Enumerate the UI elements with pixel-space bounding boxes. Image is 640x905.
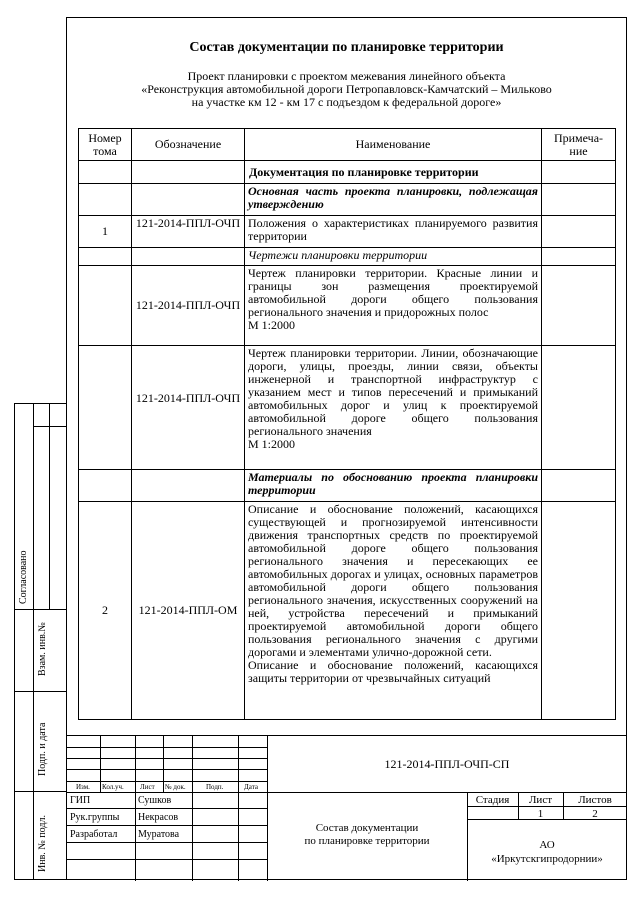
name-chief-engineer: Сушков (138, 795, 172, 806)
role-developer: Разработал (70, 829, 118, 840)
row-code: 121-2014-ППЛ-ОЧП (132, 346, 245, 470)
stamp-document-code: 121-2014-ППЛ-ОЧП-СП (384, 757, 510, 771)
row-volume: 2 (79, 502, 132, 720)
organization-name: АО «Иркутскгипродорнии» (491, 839, 603, 865)
name-group-lead: Некрасов (138, 812, 179, 823)
subtitle-line: «Реконструкция автомобильной дороги Петропавловск-Камчатский – Мильково (141, 82, 552, 96)
documentation-table (78, 128, 616, 720)
side-sign-date-label: Подп. и дата (37, 722, 48, 776)
header-note: Примеча- ние (542, 129, 616, 161)
document-title: Состав документации по планировке территории (189, 40, 504, 55)
row-name: Документация по планировке территории (245, 161, 542, 184)
table-row (79, 502, 616, 720)
header-volume-number: Номер тома (79, 129, 132, 161)
col-signature: Подп. (206, 783, 224, 791)
side-inv-exchange-label: Взам. инв.№ (37, 622, 48, 676)
col-change: Изм. (76, 783, 90, 791)
subtitle-line: на участке км 12 - км 17 с подъездом к федеральной дороге» (191, 95, 502, 109)
sheet-value: 1 (537, 808, 544, 820)
sheets-label: Листов (578, 794, 612, 806)
document-subtitle (66, 70, 627, 109)
col-date: Дата (244, 783, 258, 791)
name-developer: Муратова (138, 829, 180, 840)
row-name: Чертеж планировки территории. Линии, обозначающие дороги, улицы, проезды, линии связи, объекты инженерной и транспортной инфраструктур с указанием мест и типов пересечений и примыканий автомобильных дорог и улиц к проектируемой автомобильной дороге общего пользования регионального значения М 1:2000 (245, 346, 542, 470)
role-chief-engineer: ГИП (70, 795, 91, 806)
table-row (79, 216, 616, 248)
col-sheet: Лист (140, 783, 155, 791)
header-designation: Обозначение (132, 129, 245, 161)
col-count: Кол.уч. (102, 783, 124, 791)
row-name: Чертежи планировки территории (245, 248, 542, 266)
side-inv-original-label: Инв. № подл. (37, 815, 48, 872)
table-row (79, 470, 616, 502)
col-doc-number: № док. (165, 783, 186, 791)
row-name: Материалы по обоснованию проекта планировки территории (245, 470, 542, 502)
row-name: Чертеж планировки территории. Красные линии и границы зон размещения проектируемой автомобильной дороги общего пользования регионального значения и придорожных полос М 1:2000 (245, 266, 542, 346)
subtitle-line: Проект планировки с проектом межевания линейного объекта (187, 69, 506, 83)
row-code: 121-2014-ППЛ-ОМ (132, 502, 245, 720)
side-stamp (14, 403, 66, 880)
table-row (79, 346, 616, 470)
role-group-lead: Рук.группы (70, 812, 120, 823)
row-code: 121-2014-ППЛ-ОЧП (132, 216, 245, 248)
row-code: 121-2014-ППЛ-ОЧП (132, 266, 245, 346)
table-header-row (79, 129, 616, 161)
sheet-label: Лист (528, 794, 553, 806)
header-name: Наименование (245, 129, 542, 161)
title-block-stamp (66, 735, 627, 880)
row-scale: М 1:2000 (248, 318, 296, 332)
row-scale: М 1:2000 (248, 437, 296, 451)
row-name: Описание и обоснование положений, касающихся существующей и прогнозируемой интенсивности движения транспортных средств по проектируемой автомобильной дороге общего пользования регионального значения и пересекающих ее автомобильных дорогах и улицах, основных параметров автомобильной дороги общего пользования регионального значения, искусственных сооружений на ней, устройства пересечений и примыканий проектируемой автомобильной дороги общего пользования регионального значения с другими дорогами и элементами улично-дорожной сети. Описание и обоснование положений, касающихся защиты территории от чрезвычайных ситуаций (245, 502, 542, 720)
row-name: Положения о характеристиках планируемого развития территории (245, 216, 542, 248)
sheets-value: 2 (592, 808, 598, 820)
stamp-doc-title: Состав документации по планировке территории (304, 822, 430, 847)
table-row (79, 248, 616, 266)
side-agreed-label: Согласовано (18, 550, 29, 604)
table-row (79, 161, 616, 184)
table-row (79, 184, 616, 216)
row-volume: 1 (79, 216, 132, 248)
stage-label: Стадия (475, 794, 510, 806)
table-row (79, 266, 616, 346)
row-name: Основная часть проекта планировки, подлежащая утверждению (245, 184, 542, 216)
